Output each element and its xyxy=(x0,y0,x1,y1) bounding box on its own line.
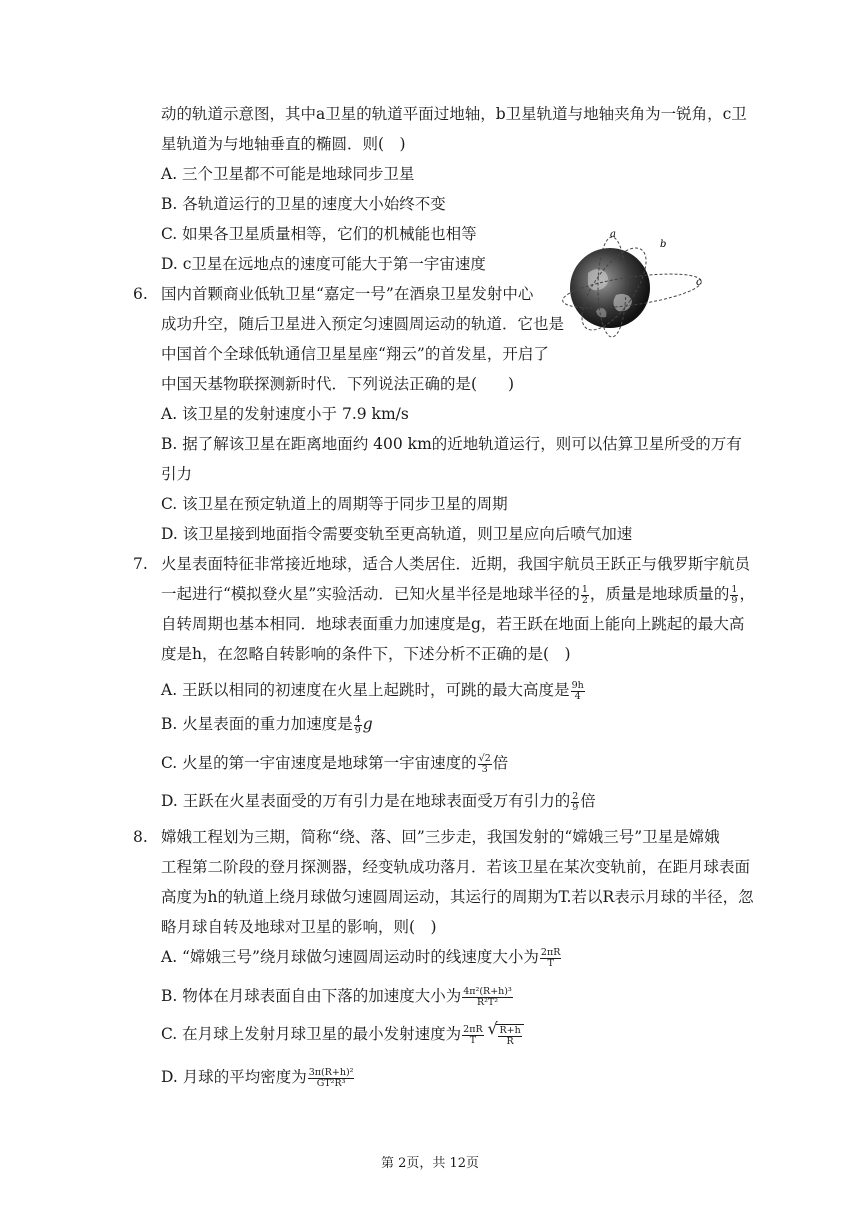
q5-option-d: D. c卫星在远地点的速度可能大于第一宇宙速度 xyxy=(161,255,486,273)
q8-stem-line-2: 工程第二阶段的登月探测器，经变轨成功落月．若该卫星在某次变轨前，在距月球表面 xyxy=(161,858,751,876)
q5-option-b: B. 各轨道运行的卫星的速度大小始终不变 xyxy=(161,195,446,213)
q6-number: 6. xyxy=(133,285,148,303)
q6-option-c: C. 该卫星在预定轨道上的周期等于同步卫星的周期 xyxy=(161,495,508,513)
q8-stem-line-4: 略月球自转及地球对卫星的影响，则( ) xyxy=(161,918,437,936)
q7-d-fraction: $\frac{2}{9}$ xyxy=(572,790,579,813)
label-c: c xyxy=(696,277,702,288)
q7-stem-line-3: 自转周期也基本相同．地球表面重力加速度是g，若王跃在地面上能向上跳起的最大高 xyxy=(161,615,745,633)
q7-b-fraction: $\frac{4}{9}$ xyxy=(354,713,361,736)
q6-stem-line-1: 国内首颗商业低轨卫星“嘉定一号”在酒泉卫星发射中心 xyxy=(161,285,534,303)
q6-option-d: D. 该卫星接到地面指令需要变轨至更高轨道，则卫星应向后喷气加速 xyxy=(161,525,633,543)
page-footer: 第 2页，共 12页 xyxy=(380,1156,480,1171)
q8-stem-line-3: 高度为h的轨道上绕月球做匀速圆周运动，其运行的周期为T.若以R表示月球的半径，忽 xyxy=(161,888,754,906)
q8-c-sqrt: √ $\frac{R+h}{R}$ xyxy=(496,1024,523,1047)
q8-option-b: B. 物体在月球表面自由下落的加速度大小为 $\frac{\text{4π²(R+h)³}}{\text{R²T²}}$ xyxy=(161,985,512,1008)
q8-option-d: D. 月球的平均密度为 $\frac{\text{3π(R+h)²}}{\text{GT²R³}}$ xyxy=(161,1066,354,1089)
q6-stem-line-4: 中国天基物联探测新时代．下列说法正确的是( ) xyxy=(161,375,515,393)
q8-option-c: C. 在月球上发射月球卫星的最小发射速度为 $\frac{2\pi R}{T}$ √ $\frac{R+h}{R}$ xyxy=(161,1023,524,1047)
fraction-one-ninth: $\frac{1}{9}$ xyxy=(731,583,738,606)
q6-option-b-line-1: B. 据了解该卫星在距离地面约 400 km的近地轨道运行，则可以估算卫星所受的万有 xyxy=(161,435,742,453)
q8-d-fraction: $\frac{\text{3π(R+h)²}}{\text{GT²R³}}$ xyxy=(308,1066,354,1089)
label-b: b xyxy=(660,239,667,250)
q8-stem-line-1: 嫦娥工程划为三期，简称“绕、落、回”三步走，我国发射的“嫦娥三号”卫星是嫦娥 xyxy=(161,828,720,846)
q7-option-d: D. 王跃在火星表面受的万有引力是在地球表面受万有引力的 $\frac{2}{9}$ 倍 xyxy=(161,790,596,813)
q7-stem-line-1: 火星表面特征非常接近地球，适合人类居住．近期，我国宇航员王跃正与俄罗斯宇航员 xyxy=(161,555,751,573)
label-a: a xyxy=(610,229,616,240)
q7-option-b: B. 火星表面的重力加速度是 $\frac{4}{9}$ g xyxy=(161,713,373,736)
q8-number: 8. xyxy=(133,828,148,846)
q7-option-c: C. 火星的第一宇宙速度是地球第一宇宙速度的 $\frac{√2}{3}$ 倍 xyxy=(161,752,509,775)
q5-option-c: C. 如果各卫星质量相等，它们的机械能也相等 xyxy=(161,225,477,243)
q5-stem-line-1: 动的轨道示意图，其中a卫星的轨道平面过地轴，b卫星轨道与地轴夹角为一锐角，c卫 xyxy=(161,105,747,123)
q8-c-fraction: $\frac{2\pi R}{T}$ xyxy=(463,1023,483,1046)
q6-stem-line-2: 成功升空，随后卫星进入预定匀速圆周运动的轨道．它也是 xyxy=(161,315,565,333)
fraction-one-half: $\frac{1}{2}$ xyxy=(581,583,588,606)
q6-option-a: A. 该卫星的发射速度小于 7.9 km/s xyxy=(161,405,409,423)
q7-a-fraction: $\frac{9h}{4}$ xyxy=(571,679,584,702)
q7-stem-line-4: 度是h，在忽略自转影响的条件下，下述分析不正确的是( ) xyxy=(161,645,571,663)
earth-orbits-figure xyxy=(560,225,710,340)
q7-option-a: A. 王跃以相同的初速度在火星上起跳时，可跳的最大高度是 $\frac{9h}{4}$ xyxy=(161,679,584,702)
q7-c-fraction: $\frac{√2}{3}$ xyxy=(478,752,491,775)
q6-option-b-line-2: 引力 xyxy=(161,465,193,483)
q8-b-fraction: $\frac{\text{4π²(R+h)³}}{\text{R²T²}}$ xyxy=(463,985,512,1008)
q7-stem-line-2: 一起进行“模拟登火星”实验活动．已知火星半径是地球半径的 $\frac{1}{2}$ ，质量是地球质量的 $\frac{1}{9}$ ， xyxy=(161,583,755,606)
q5-option-a: A. 三个卫星都不可能是地球同步卫星 xyxy=(161,165,415,183)
q6-stem-line-3: 中国首个全球低轨通信卫星星座“翔云”的首发星，开启了 xyxy=(161,345,549,363)
q8-a-fraction: $\frac{2\pi R}{T}$ xyxy=(540,946,561,969)
q8-option-a: A. “嫦娥三号”绕月球做匀速圆周运动时的线速度大小为 $\frac{2\pi R}{T}$ xyxy=(161,946,561,969)
q5-stem-line-2: 星轨道为与地轴垂直的椭圆．则( ) xyxy=(161,135,406,153)
q7-number: 7. xyxy=(133,555,148,573)
